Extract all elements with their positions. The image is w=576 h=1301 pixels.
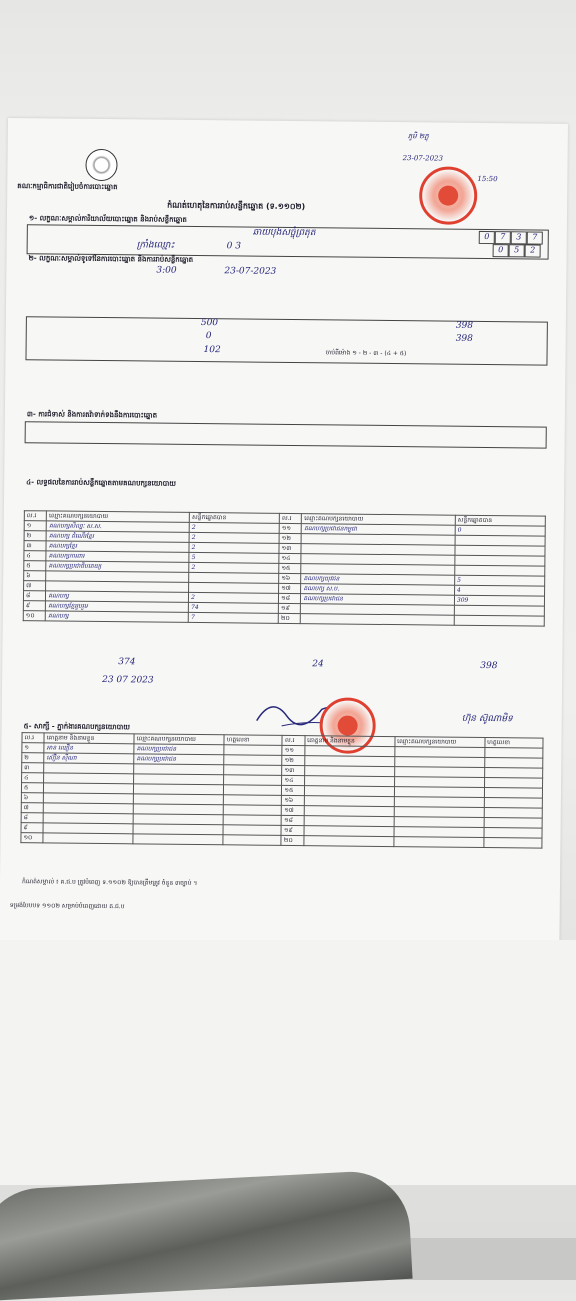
witness-party: គណបក្សប្រជាជន <box>134 754 224 765</box>
row-no: ១៩ <box>279 603 301 613</box>
row-no: ១ <box>24 521 46 531</box>
party-name: គណបក្ស ស.ប. <box>301 584 455 596</box>
row-no: ១២ <box>282 755 304 765</box>
row-no: ១៤ <box>282 775 304 785</box>
row-no: ១៤ <box>279 553 301 563</box>
row-no: ៦ <box>24 571 46 581</box>
col-sign: ហត្ថលេខា <box>485 738 543 749</box>
witness-table <box>20 732 543 848</box>
col-name: គោត្តនាម និងនាមខ្លួន <box>305 736 395 747</box>
footer-note: កំណត់សម្គាល់ ៖ គ.ជ.ប ត្រូវបំពេញ ទ.១១០២ ឱ្យបានត្រឹមត្រូវ ចំនួន ៣ច្បាប់ ។ <box>21 878 198 888</box>
section3-box <box>25 421 547 448</box>
ballot-count-form <box>0 118 568 954</box>
province-value: ឆាយបុងសច្ចុំព្រតុត <box>252 227 316 239</box>
code-box: 7 <box>527 231 543 244</box>
count-date: 23-07-2023 <box>224 266 277 277</box>
row-no: ១៦ <box>282 795 304 805</box>
row-no: ៨ <box>23 591 45 601</box>
code-box: 5 <box>509 244 525 257</box>
party-name: គណបក្ស <box>45 611 188 622</box>
party-name: គណបក្សសិល្បៈ ស.ស. <box>46 521 189 532</box>
col-party: ឈ្មោះគណបក្សនយោបាយ <box>302 514 456 526</box>
party-name <box>301 614 455 626</box>
vote-count: 5 <box>189 552 279 563</box>
results-table <box>23 510 546 626</box>
vote-count: 7 <box>188 612 278 623</box>
party-name: គណបក្សយុវជន <box>301 574 455 586</box>
col-no: ល.រ <box>22 733 44 743</box>
col-party: ឈ្មោះគណបក្សនយោបាយ <box>134 734 224 745</box>
form-footer: ទម្រង់បែបបទ ១១០២ សម្រាប់បំពេញដោយ គ.ជ.ប <box>9 902 125 911</box>
section5-label: ៥- សាក្សី - ភ្នាក់ងារគណបក្សនយោបាយ <box>23 722 131 732</box>
commune-value: ក្រាំងឈ្មោះ <box>136 240 175 251</box>
vote-count: 309 <box>454 595 544 606</box>
vote-count: 2 <box>189 562 279 573</box>
row-no: ២០ <box>281 835 303 845</box>
col-name: គោត្តនាម និងនាមខ្លួន <box>44 733 134 744</box>
row-no: ២ <box>22 753 44 763</box>
vote-count: 2 <box>189 592 279 603</box>
note-line1: ភូមិ ២ភ្លុ <box>407 132 429 141</box>
code-box: 3 <box>511 231 527 244</box>
row-no: ៩ <box>21 823 43 833</box>
party-name: គណបក្ស <box>46 591 189 602</box>
party-name: គណបក្សខ្មែររួបរួម <box>46 601 189 612</box>
cast-ballots: 102 <box>203 345 221 356</box>
row-no: ១ <box>22 743 44 753</box>
start-time: 3:00 <box>156 265 177 276</box>
row-no: ១៦ <box>279 573 301 583</box>
org-name: គណៈកម្មាធិការជាតិរៀបចំការបោះឆ្នោត <box>17 182 118 192</box>
row-no: ៦ <box>21 793 43 803</box>
row-no: ១៧ <box>279 583 301 593</box>
received-ballots: 500 <box>200 318 219 329</box>
vote-count: 2 <box>189 522 279 533</box>
signature-cell <box>224 755 282 766</box>
col-no: ល.រ <box>282 735 304 745</box>
vote-count: 4 <box>454 585 544 596</box>
witness-name: ស៊ឿន ស៊ីណា <box>44 753 134 764</box>
section1-label: ១- លក្ខណៈសម្គាល់ការិយាល័យបោះឆ្នោត និងរាប់សន្លឹកឆ្នោត <box>28 214 187 224</box>
code-box: 2 <box>525 244 541 257</box>
form-title: កំណត់ហេតុនៃការរាប់សន្លឹកឆ្នោត (ទ.១១០២) <box>167 200 306 212</box>
vote-count: 2 <box>189 532 279 543</box>
grand-total: 398 <box>480 660 498 672</box>
num-a: 0 3 <box>226 241 242 252</box>
chief-name: ហ៊ុន ស៊ូណាមិទ <box>461 713 513 725</box>
row-no: ៥ <box>21 783 43 793</box>
row-no: ៣ <box>24 541 46 551</box>
note-time: 15:50 <box>477 174 498 184</box>
party-name: គណបក្សប្រជាជនកម្ពុជា <box>302 524 456 536</box>
row-no: ១៩ <box>281 825 303 835</box>
row-no: ១៨ <box>279 593 301 603</box>
party-name: គណបក្សការពារ <box>46 551 189 562</box>
col-party: ឈ្មោះគណបក្សនយោបាយ <box>47 511 190 522</box>
witness-name: អាន ឈឿន <box>44 743 134 754</box>
vote-count <box>454 615 544 626</box>
section3-label: ៣- ការជំទាស់ និងការតវ៉ាទាក់ទងនឹងការបោះឆ្នោត <box>26 410 158 420</box>
spoiled-ballots: 0 <box>205 331 212 342</box>
col-no: ល.រ <box>24 511 46 521</box>
row-no: ១០ <box>23 611 45 621</box>
row-no: ២០ <box>278 613 300 623</box>
tape-roll <box>0 1169 413 1301</box>
row-no: ១២ <box>279 533 301 543</box>
code-box: 7 <box>495 231 511 244</box>
row-no: ៨ <box>21 813 43 823</box>
emblem-logo <box>85 149 117 181</box>
witness-party: គណបក្សប្រជាជន <box>134 744 224 755</box>
vote-count: 5 <box>455 575 545 586</box>
total-invalid: 24 <box>312 659 324 670</box>
row-no: ៣ <box>22 763 44 773</box>
row-no: ៤ <box>24 551 46 561</box>
code-box: 0 <box>479 231 495 244</box>
party-name: គណបក្ស ដំណើរខ្មែរ <box>46 531 189 542</box>
row-no: ១៣ <box>279 543 301 553</box>
vote-count: 2 <box>189 542 279 553</box>
background-page <box>0 940 576 1185</box>
row-no: ៧ <box>24 581 46 591</box>
section2-label: ២- លក្ខណៈសម្គាល់ទូទៅនៃការបោះឆ្នោត និងការរាប់សន្លឹកឆ្នោត <box>28 254 194 264</box>
note-date: 23-07-2023 <box>402 154 444 163</box>
row-no: ៤ <box>22 773 44 783</box>
sign-date: 23 07 2023 <box>102 675 154 686</box>
row-no: ១៥ <box>282 785 304 795</box>
row-no: ៩ <box>23 601 45 611</box>
code-boxes-bottom <box>493 244 541 258</box>
party-name: គណបក្សប្រជាជន <box>301 594 455 606</box>
vote-count: 0 <box>455 525 545 536</box>
signature-cell <box>224 745 282 756</box>
row-no: ១៥ <box>279 563 301 573</box>
col-party: ឈ្មោះគណបក្សនយោបាយ <box>395 737 485 748</box>
row-no: ១០ <box>21 833 43 843</box>
code-box: 0 <box>493 244 509 257</box>
row-no: ១៣ <box>282 765 304 775</box>
row-no: ១១ <box>279 523 301 533</box>
formula: ចាប់ពីម៉ោង ១ - ២ - ៣ - (៤ + ៥) <box>325 349 407 358</box>
row-no: ៧ <box>21 803 43 813</box>
code-boxes-top <box>479 231 543 245</box>
row-no: ២ <box>24 531 46 541</box>
party-name: គណបក្សប្រជាធិបតេយ្យ <box>46 561 189 572</box>
col-no: ល.រ <box>279 513 301 523</box>
total-valid: 374 <box>118 657 136 668</box>
col-votes: សន្លឹកឆ្នោតបាន <box>455 515 545 526</box>
row-no: ១៧ <box>282 805 304 815</box>
col-votes: សន្លឹកឆ្នោតបាន <box>189 512 279 523</box>
party-name: គណបក្សខ្មែរ <box>46 541 189 552</box>
col-sign: ហត្ថលេខា <box>224 735 282 746</box>
vote-count: 74 <box>189 602 279 613</box>
unused-ballots: 398 <box>455 320 474 331</box>
row-no: ៥ <box>24 561 46 571</box>
row-no: ១៨ <box>282 815 304 825</box>
official-seal-top <box>419 166 478 225</box>
section4-label: ៤- លទ្ធផលនៃការរាប់សន្លឹកឆ្នោតតាមគណបក្សនយោបាយ <box>26 478 177 488</box>
total-ballots: 398 <box>455 333 473 344</box>
row-no: ១១ <box>282 745 304 755</box>
